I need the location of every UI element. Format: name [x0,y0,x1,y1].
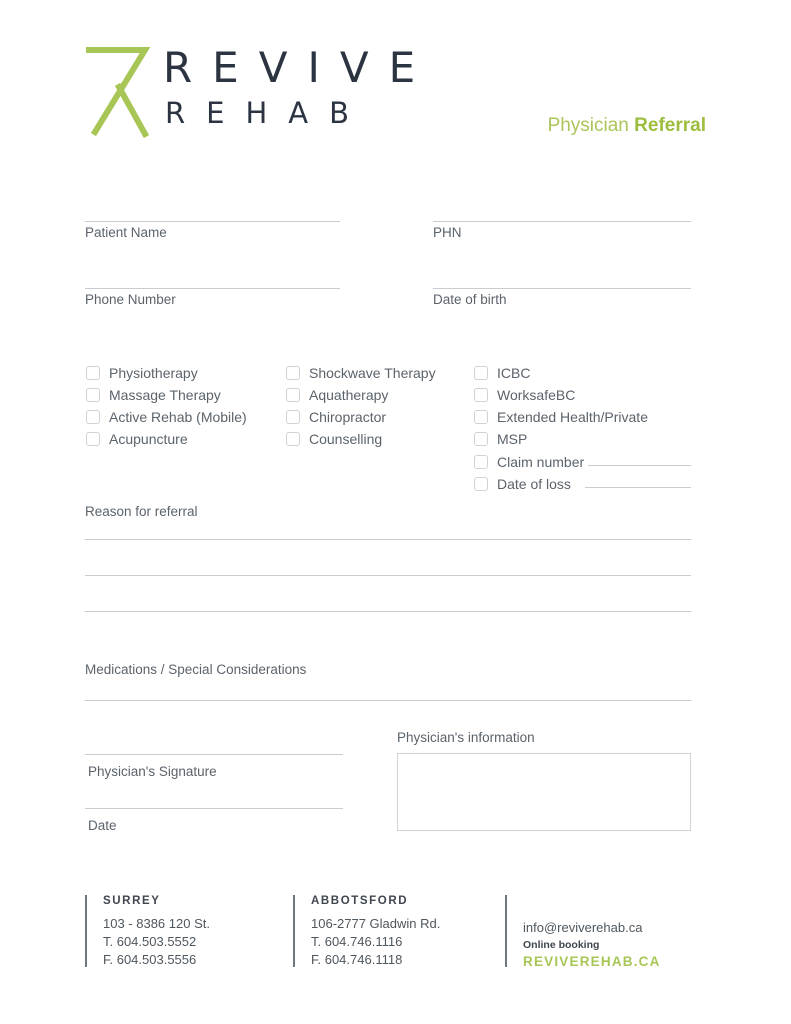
checkbox-date-of-loss[interactable] [474,477,691,491]
checkbox-msp[interactable] [474,432,527,446]
checkbox-box-icon[interactable] [286,410,300,424]
medications-label: Medications / Special Considerations [85,662,307,677]
phone-number-line[interactable] [85,288,340,289]
revive-arrow-mark-icon [85,42,151,138]
checkbox-counselling[interactable] [286,432,382,446]
patient-name-label: Patient Name [85,225,167,240]
checkbox-box-icon[interactable] [86,410,100,424]
document-title [548,115,706,137]
location-address: 103 - 8386 120 St. [103,916,210,931]
checkbox-active-rehab-mobile[interactable] [86,410,247,424]
checkbox-label: Counselling [309,431,383,447]
checkbox-box-icon[interactable] [286,388,300,402]
brand-logo [85,42,435,138]
physician-information-label: Physician's information [397,730,535,745]
checkbox-label: Date of loss [497,476,571,492]
checkbox-label: ICBC [497,365,531,381]
reason-for-referral-label: Reason for referral [85,504,198,519]
checkbox-label: Extended Health/Private [497,409,648,425]
online-booking-label: Online booking [523,939,600,951]
page-header [85,42,706,152]
checkbox-box-icon[interactable] [86,366,100,380]
location-phone: T. 604.746.1116 [311,934,403,949]
checkbox-box-icon[interactable] [474,366,488,380]
location-fax: F. 604.746.1118 [311,952,403,967]
checkbox-aquatherapy[interactable] [286,388,388,402]
checkbox-extended-health-private[interactable] [474,410,648,424]
checkbox-label: Physiotherapy [109,365,198,381]
location-name: SURREY [103,895,161,907]
checkbox-label: Massage Therapy [109,387,221,403]
checkbox-icbc[interactable] [474,366,530,380]
phone-number-label: Phone Number [85,292,176,307]
signature-date-line[interactable] [85,808,343,809]
checkbox-label: Active Rehab (Mobile) [109,409,247,425]
checkbox-massage-therapy[interactable] [86,388,221,402]
location-name: ABBOTSFORD [311,895,409,907]
checkbox-acupuncture[interactable] [86,432,188,446]
checkbox-shockwave-therapy[interactable] [286,366,436,380]
checkbox-box-icon[interactable] [86,432,100,446]
checkbox-label: Claim number [497,454,585,470]
checkbox-claim-number[interactable] [474,455,691,469]
patient-name-line[interactable] [85,221,340,222]
checkbox-label: Chiropractor [309,409,387,425]
website-link[interactable]: REVIVEREHAB.CA [523,954,661,969]
checkbox-label: Acupuncture [109,431,188,447]
reason-line-2[interactable] [85,575,691,576]
wordmark-rehab: REHAB [165,96,371,130]
claim-number-input-line[interactable] [588,465,691,466]
physician-signature-line[interactable] [85,754,343,755]
footer-contact [505,895,661,967]
document-title-light: Physician [547,115,629,136]
checkbox-box-icon[interactable] [474,410,488,424]
checkbox-box-icon[interactable] [474,388,488,402]
date-of-birth-line[interactable] [433,288,691,289]
medications-line[interactable] [85,700,691,701]
contact-email[interactable]: info@reviverehab.ca [523,920,643,935]
page-footer [85,895,706,980]
footer-location-abbotsford [293,895,440,967]
checkbox-box-icon[interactable] [286,432,300,446]
reason-line-1[interactable] [85,539,691,540]
wordmark-revive: REVIVE [163,43,436,92]
phn-line[interactable] [433,221,691,222]
checkbox-physiotherapy[interactable] [86,366,198,380]
physician-signature-label: Physician's Signature [88,764,217,779]
brand-wordmark [163,42,435,136]
phn-label: PHN [433,225,462,240]
document-title-bold: Referral [634,115,706,136]
date-of-birth-label: Date of birth [433,292,507,307]
location-address: 106-2777 Gladwin Rd. [311,916,441,931]
checkbox-box-icon[interactable] [474,477,488,491]
reason-line-3[interactable] [85,611,691,612]
signature-date-label: Date [88,818,117,833]
checkbox-box-icon[interactable] [86,388,100,402]
checkbox-box-icon[interactable] [286,366,300,380]
checkbox-box-icon[interactable] [474,432,488,446]
date-of-loss-input-line[interactable] [585,487,691,488]
checkbox-label: MSP [497,431,528,447]
location-fax: F. 604.503.5556 [103,952,197,967]
checkbox-worksafebc[interactable] [474,388,575,402]
checkbox-label: WorksafeBC [497,387,576,403]
checkbox-chiropractor[interactable] [286,410,386,424]
location-phone: T. 604.503.5552 [103,934,197,949]
checkbox-box-icon[interactable] [474,455,488,469]
checkbox-label: Shockwave Therapy [309,365,436,381]
footer-location-surrey [85,895,210,967]
checkbox-label: Aquatherapy [309,387,389,403]
physician-information-box[interactable] [397,753,691,831]
